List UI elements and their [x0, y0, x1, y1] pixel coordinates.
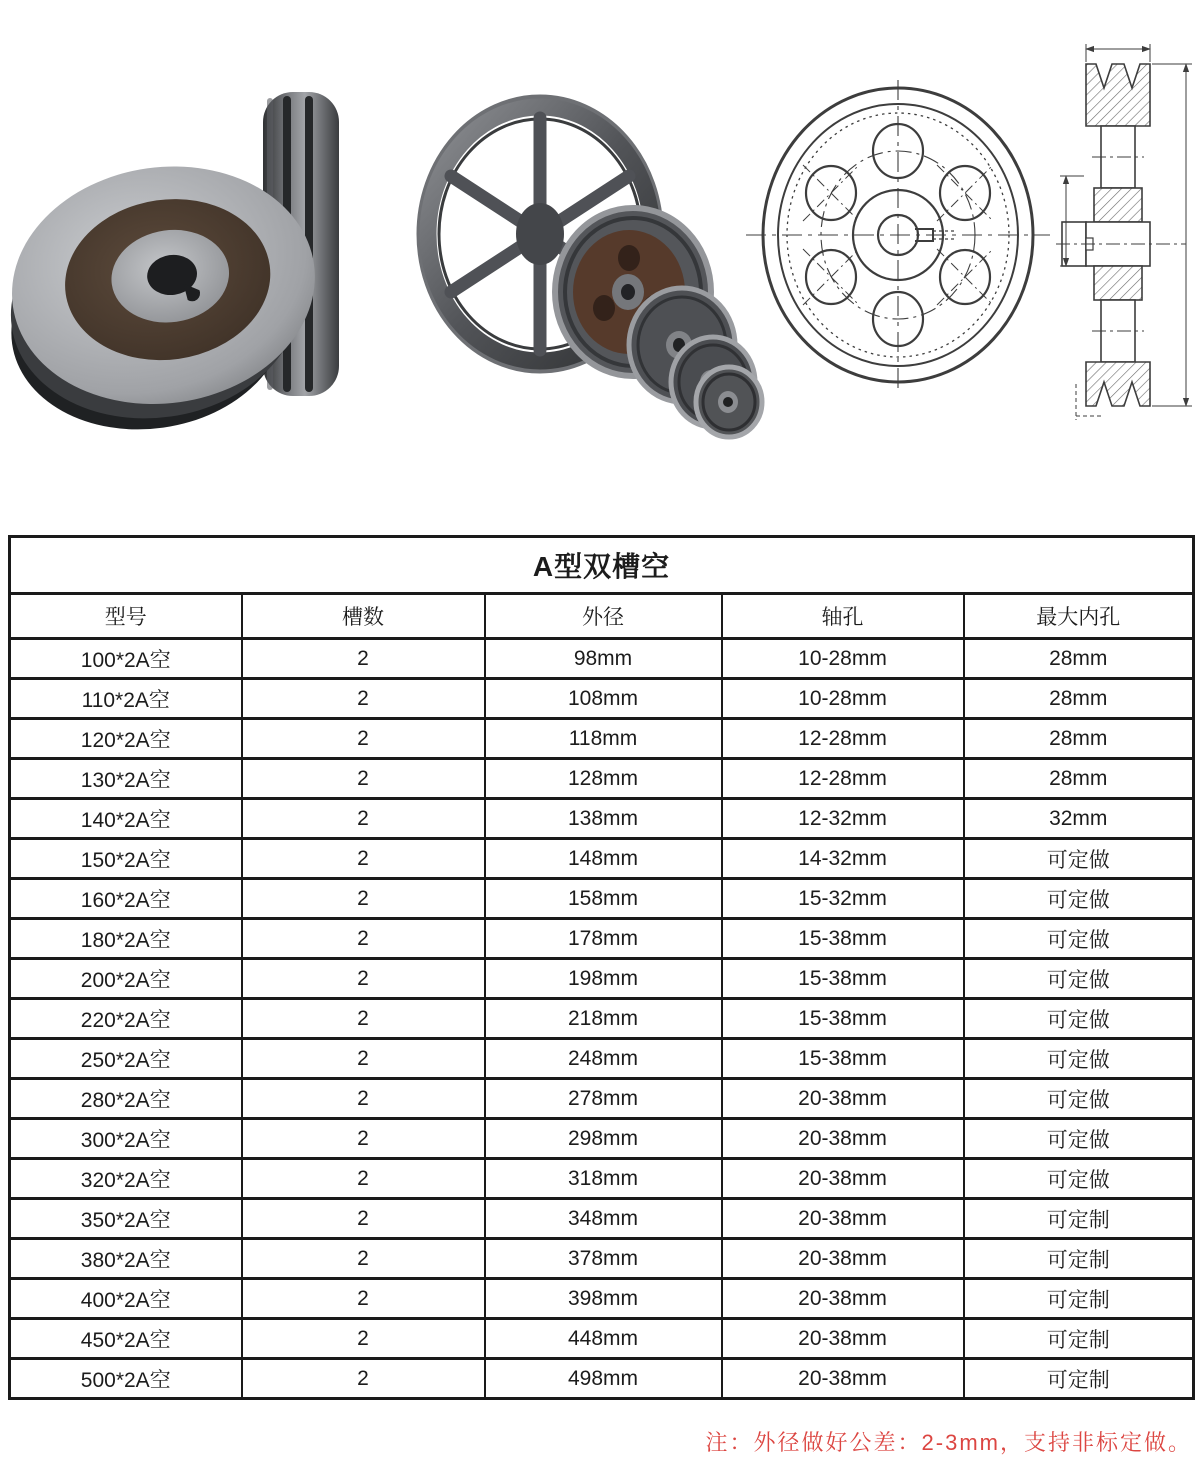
table-cell: 15-38mm: [722, 999, 964, 1039]
table-cell: 450*2A空: [10, 1319, 242, 1359]
table-cell: 可定做: [964, 1079, 1194, 1119]
table-cell: 12-32mm: [722, 799, 964, 839]
table-cell: 160*2A空: [10, 879, 242, 919]
table-row: [10, 1279, 1194, 1319]
table-cell: 32mm: [964, 799, 1194, 839]
table-cell: 2: [242, 1119, 485, 1159]
table-cell: 128mm: [485, 759, 722, 799]
table-cell: 2: [242, 839, 485, 879]
table-cell: 218mm: [485, 999, 722, 1039]
table-cell: 2: [242, 1319, 485, 1359]
table-cell: 398mm: [485, 1279, 722, 1319]
table-row: [10, 799, 1194, 839]
table-cell: 可定制: [964, 1239, 1194, 1279]
table-cell: 14-32mm: [722, 839, 964, 879]
table-row: [10, 839, 1194, 879]
table-cell: 2: [242, 639, 485, 679]
table-cell: 2: [242, 1159, 485, 1199]
table-row: [10, 1319, 1194, 1359]
table-cell: 可定制: [964, 1319, 1194, 1359]
column-header-bore: 轴孔: [722, 594, 964, 639]
spec-table-head: [10, 537, 1194, 639]
table-cell: 可定做: [964, 1159, 1194, 1199]
table-cell: 118mm: [485, 719, 722, 759]
tolerance-note: 注：外径做好公差：2-3mm，支持非标定做。: [705, 1430, 1192, 1455]
table-cell: 28mm: [964, 679, 1194, 719]
table-cell: 110*2A空: [10, 679, 242, 719]
table-row: [10, 1359, 1194, 1399]
table-cell: 2: [242, 999, 485, 1039]
table-cell: 448mm: [485, 1319, 722, 1359]
table-row: [10, 999, 1194, 1039]
table-cell: 2: [242, 799, 485, 839]
table-row: [10, 1039, 1194, 1079]
table-cell: 138mm: [485, 799, 722, 839]
table-cell: 20-38mm: [722, 1199, 964, 1239]
table-cell: 2: [242, 879, 485, 919]
table-cell: 10-28mm: [722, 679, 964, 719]
table-cell: 可定做: [964, 879, 1194, 919]
table-cell: 20-38mm: [722, 1319, 964, 1359]
table-cell: 12-28mm: [722, 759, 964, 799]
table-cell: 15-32mm: [722, 879, 964, 919]
table-cell: 可定制: [964, 1199, 1194, 1239]
table-cell: 498mm: [485, 1359, 722, 1399]
table-cell: 2: [242, 1239, 485, 1279]
table-row: [10, 719, 1194, 759]
table-cell: 220*2A空: [10, 999, 242, 1039]
table-cell: 20-38mm: [722, 1279, 964, 1319]
table-cell: 可定做: [964, 1039, 1194, 1079]
table-cell: 15-38mm: [722, 959, 964, 999]
table-row: [10, 1199, 1194, 1239]
table-row: [10, 879, 1194, 919]
column-header-outer-dia: 外径: [485, 594, 722, 639]
spec-table: [8, 535, 1195, 1400]
column-header-grooves: 槽数: [242, 594, 485, 639]
table-cell: 120*2A空: [10, 719, 242, 759]
table-title-row: [10, 537, 1194, 594]
pulley-front-view-drawing: [752, 78, 1048, 396]
table-cell: 2: [242, 719, 485, 759]
table-cell: 可定制: [964, 1279, 1194, 1319]
table-cell: 250*2A空: [10, 1039, 242, 1079]
table-row: [10, 1159, 1194, 1199]
table-row: [10, 1239, 1194, 1279]
table-cell: 2: [242, 919, 485, 959]
table-cell: 300*2A空: [10, 1119, 242, 1159]
table-cell: 180*2A空: [10, 919, 242, 959]
table-cell: 2: [242, 959, 485, 999]
pulley-section-view-drawing: [1046, 36, 1198, 438]
table-row: [10, 1119, 1194, 1159]
table-cell: 2: [242, 679, 485, 719]
table-cell: 200*2A空: [10, 959, 242, 999]
table-cell: 108mm: [485, 679, 722, 719]
table-cell: 20-38mm: [722, 1159, 964, 1199]
table-row: [10, 959, 1194, 999]
table-cell: 280*2A空: [10, 1079, 242, 1119]
table-cell: 可定做: [964, 919, 1194, 959]
table-cell: 2: [242, 1079, 485, 1119]
table-title: A型双槽空: [10, 537, 1194, 594]
table-cell: 可定做: [964, 959, 1194, 999]
table-cell: 178mm: [485, 919, 722, 959]
table-cell: 98mm: [485, 639, 722, 679]
table-cell: 150*2A空: [10, 839, 242, 879]
table-cell: 100*2A空: [10, 639, 242, 679]
table-cell: 28mm: [964, 719, 1194, 759]
table-cell: 248mm: [485, 1039, 722, 1079]
table-cell: 198mm: [485, 959, 722, 999]
table-cell: 10-28mm: [722, 639, 964, 679]
table-cell: 348mm: [485, 1199, 722, 1239]
table-cell: 298mm: [485, 1119, 722, 1159]
table-row: [10, 679, 1194, 719]
table-row: [10, 919, 1194, 959]
spec-sheet: [8, 535, 1192, 1400]
column-header-model: 型号: [10, 594, 242, 639]
table-row: [10, 759, 1194, 799]
column-header-row: [10, 594, 1194, 639]
table-row: [10, 639, 1194, 679]
table-cell: 378mm: [485, 1239, 722, 1279]
column-header-max-bore: 最大内孔: [964, 594, 1194, 639]
table-cell: 28mm: [964, 639, 1194, 679]
table-cell: 20-38mm: [722, 1119, 964, 1159]
table-row: [10, 1079, 1194, 1119]
table-cell: 12-28mm: [722, 719, 964, 759]
table-cell: 15-38mm: [722, 1039, 964, 1079]
table-cell: 可定制: [964, 1359, 1194, 1399]
table-cell: 500*2A空: [10, 1359, 242, 1399]
product-gallery: [0, 0, 1200, 534]
table-cell: 148mm: [485, 839, 722, 879]
table-cell: 28mm: [964, 759, 1194, 799]
table-cell: 15-38mm: [722, 919, 964, 959]
table-cell: 318mm: [485, 1159, 722, 1199]
table-cell: 130*2A空: [10, 759, 242, 799]
table-cell: 20-38mm: [722, 1079, 964, 1119]
table-cell: 350*2A空: [10, 1199, 242, 1239]
table-cell: 可定做: [964, 839, 1194, 879]
table-cell: 2: [242, 1359, 485, 1399]
table-cell: 可定做: [964, 999, 1194, 1039]
table-cell: 2: [242, 1199, 485, 1239]
pulley-size-series-photo: [428, 82, 763, 438]
table-cell: 可定做: [964, 1119, 1194, 1159]
double-groove-pulley-photo: [5, 72, 345, 404]
table-cell: 400*2A空: [10, 1279, 242, 1319]
table-cell: 2: [242, 759, 485, 799]
table-cell: 320*2A空: [10, 1159, 242, 1199]
table-cell: 380*2A空: [10, 1239, 242, 1279]
table-cell: 140*2A空: [10, 799, 242, 839]
table-cell: 158mm: [485, 879, 722, 919]
spec-table-body: [10, 639, 1194, 1399]
table-cell: 2: [242, 1279, 485, 1319]
table-cell: 20-38mm: [722, 1359, 964, 1399]
table-cell: 2: [242, 1039, 485, 1079]
table-cell: 278mm: [485, 1079, 722, 1119]
table-cell: 20-38mm: [722, 1239, 964, 1279]
